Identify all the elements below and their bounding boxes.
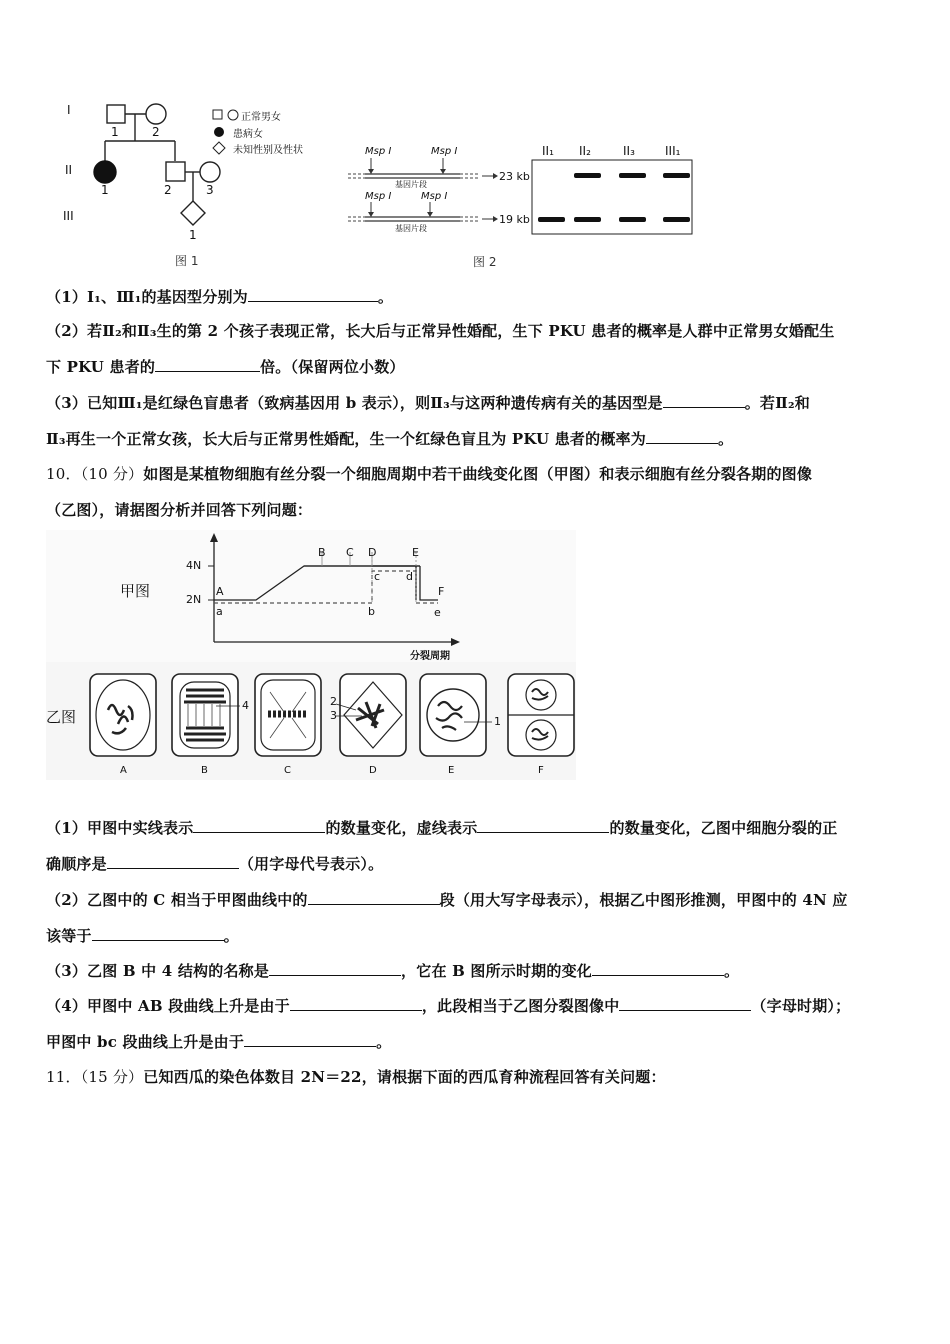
cell-D	[340, 674, 406, 756]
jia-label: 甲图	[120, 582, 151, 600]
band-II2-23kb	[574, 173, 601, 178]
legend-filled-circle-icon	[214, 127, 224, 137]
gen2-num-1: 1	[101, 183, 109, 197]
q10-stem-line2: （乙图），请据图分析并回答下列问题：	[46, 501, 313, 519]
point-c: c	[374, 570, 381, 583]
solid-curve	[214, 566, 420, 600]
q11-stem: 11．（15 分）已知西瓜的染色体数目 2N＝22，请根据下面的西瓜育种流程回答有关问题：	[46, 1068, 666, 1086]
msp-label-4: Msp I	[421, 191, 448, 202]
band-II1-19kb	[538, 217, 565, 222]
answer-blank[interactable]	[663, 393, 745, 408]
point-D: D	[368, 546, 377, 559]
point-C: C	[346, 546, 354, 559]
gen2-affected-female-1	[94, 161, 116, 183]
fig2-caption: 图 2	[473, 255, 497, 269]
q10-part1-line2: 确顺序是 （用字母代号表示）。	[46, 855, 384, 873]
lane-II3: II₃	[623, 144, 635, 158]
pedigree-figure	[55, 95, 305, 275]
gen1-num-1: 1	[111, 125, 119, 139]
callout-1: 1	[494, 715, 501, 728]
cell-letter-C: C	[284, 765, 291, 776]
lane-II2: II₂	[579, 144, 591, 158]
gel-diagram	[345, 140, 705, 275]
band-II3-23kb	[619, 173, 646, 178]
answer-blank[interactable]	[244, 1032, 376, 1047]
answer-blank[interactable]	[308, 890, 440, 905]
answer-blank[interactable]	[92, 926, 224, 941]
fig1-caption: 图 1	[175, 254, 199, 268]
cell-F	[508, 674, 574, 756]
x-axis-label: 分裂周期	[410, 651, 450, 662]
callout-3: 3	[330, 709, 337, 722]
answer-blank[interactable]	[477, 818, 609, 833]
gen-label-1: I	[67, 103, 71, 117]
answer-blank[interactable]	[155, 357, 260, 372]
msp-label-3: Msp I	[365, 191, 392, 202]
cell-E	[420, 674, 486, 756]
gen1-male-1	[107, 105, 125, 123]
callout-4: 4	[242, 699, 249, 712]
answer-blank[interactable]	[248, 287, 378, 302]
yi-figure	[46, 662, 576, 780]
q9-part1: （1）I₁、Ⅲ₁的基因型分别为 。	[46, 288, 394, 306]
cell-letter-A: A	[120, 765, 127, 776]
gel-figure	[345, 140, 705, 275]
lane-III1: III₁	[665, 144, 681, 158]
q10-part4-line1: （4）甲图中 AB 段曲线上升是由于 ，此段相当于乙图分裂图像中 （字母时期）；	[46, 997, 851, 1015]
legend-square-icon	[213, 110, 222, 119]
band-II2-19kb	[574, 217, 601, 222]
point-E: E	[412, 546, 419, 559]
answer-blank[interactable]	[290, 996, 422, 1011]
q10-part2-line1: （2）乙图中的 C 相当于甲图曲线中的 段（用大写字母表示），根据乙中图形推测，甲图中的 4N 应	[46, 891, 848, 909]
q10-part2-line2: 该等于 。	[46, 927, 239, 945]
gen1-num-2: 2	[152, 125, 160, 139]
answer-blank[interactable]	[619, 996, 751, 1011]
gene-segment-label-1: 基因片段	[395, 180, 427, 189]
lane-II1: II₁	[542, 144, 554, 158]
point-b: b	[368, 605, 375, 618]
q10-stem-line1: 10．（10 分）如图是某植物细胞有丝分裂一个细胞周期中若干曲线变化图（甲图）和表示细胞有丝分裂各期的图像	[46, 465, 813, 483]
point-a: a	[216, 605, 223, 618]
answer-blank[interactable]	[646, 429, 718, 444]
cell-C	[255, 674, 321, 756]
q10-part4-line2: 甲图中 bc 段曲线上升是由于 。	[46, 1033, 392, 1051]
legend-circle-icon	[228, 110, 238, 120]
answer-blank[interactable]	[269, 961, 401, 976]
cell-letter-B: B	[201, 765, 208, 776]
q9-part2-line1: （2）若Ⅱ₂和Ⅱ₃生的第 2 个孩子表现正常，长大后与正常异性婚配，生下 PKU 患者的概率是人群中正常男女婚配生	[46, 322, 835, 340]
band-III1-23kb	[663, 173, 690, 178]
q9-part3-line2: Ⅱ₃再生一个正常女孩，长大后与正常男性婚配，生一个红绿色盲且为 PKU 患者的概率为 。	[46, 430, 734, 448]
cell-B	[172, 674, 238, 756]
gen2-num-3: 3	[206, 183, 214, 197]
legend-affected: 患病女	[233, 129, 263, 140]
y-tick-4N: 4N	[186, 559, 202, 572]
point-A: A	[216, 585, 224, 598]
size-19kb: 19 kb	[499, 213, 530, 226]
cell-A	[90, 674, 156, 756]
answer-blank[interactable]	[592, 961, 724, 976]
answer-blank[interactable]	[193, 818, 325, 833]
answer-blank[interactable]	[107, 854, 239, 869]
band-III1-19kb	[663, 217, 690, 222]
gene-segment-label-2: 基因片段	[395, 224, 427, 233]
band-II3-19kb	[619, 217, 646, 222]
legend-normal: 正常男女	[241, 112, 281, 123]
solid-tail	[420, 566, 438, 600]
legend-unknown: 未知性别及性状	[233, 145, 303, 156]
gen3-num-1: 1	[189, 228, 197, 242]
cell-letter-D: D	[369, 765, 377, 776]
point-e: e	[434, 606, 441, 619]
y-tick-2N: 2N	[186, 593, 202, 606]
gen2-male-2	[166, 162, 185, 181]
jia-graph	[46, 530, 576, 662]
q10-part3: （3）乙图 B 中 4 结构的名称是 ，它在 B 图所示时期的变化 。	[46, 962, 740, 980]
gen-label-3: III	[63, 209, 74, 223]
gen3-unknown-1	[181, 201, 205, 225]
q9-part3-line1: （3）已知Ⅲ₁是红绿色盲患者（致病基因用 b 表示），则Ⅱ₃与这两种遗传病有关的基因型是 。若Ⅱ₂和	[46, 394, 810, 412]
msp-label-1: Msp I	[365, 146, 392, 157]
msp-label-2: Msp I	[431, 146, 458, 157]
gen2-female-3	[200, 162, 220, 182]
callout-2: 2	[330, 695, 337, 708]
yi-label: 乙图	[46, 708, 77, 726]
point-d: d	[406, 570, 413, 583]
cell-letter-F: F	[538, 765, 544, 776]
legend-diamond-icon	[213, 142, 225, 154]
gen2-num-2: 2	[164, 183, 172, 197]
cell-letter-E: E	[448, 765, 455, 776]
q10-part1-line1: （1）甲图中实线表示 的数量变化，虚线表示 的数量变化，乙图中细胞分裂的正	[46, 819, 838, 837]
point-F: F	[438, 585, 445, 598]
gel-box	[532, 160, 692, 234]
point-B: B	[318, 546, 326, 559]
gen1-female-2	[146, 104, 166, 124]
q9-part2-line2: 下 PKU 患者的 倍。（保留两位小数）	[46, 358, 405, 376]
dashed-curve	[214, 571, 438, 603]
gen-label-2: II	[65, 163, 73, 177]
size-23kb: 23 kb	[499, 170, 530, 183]
